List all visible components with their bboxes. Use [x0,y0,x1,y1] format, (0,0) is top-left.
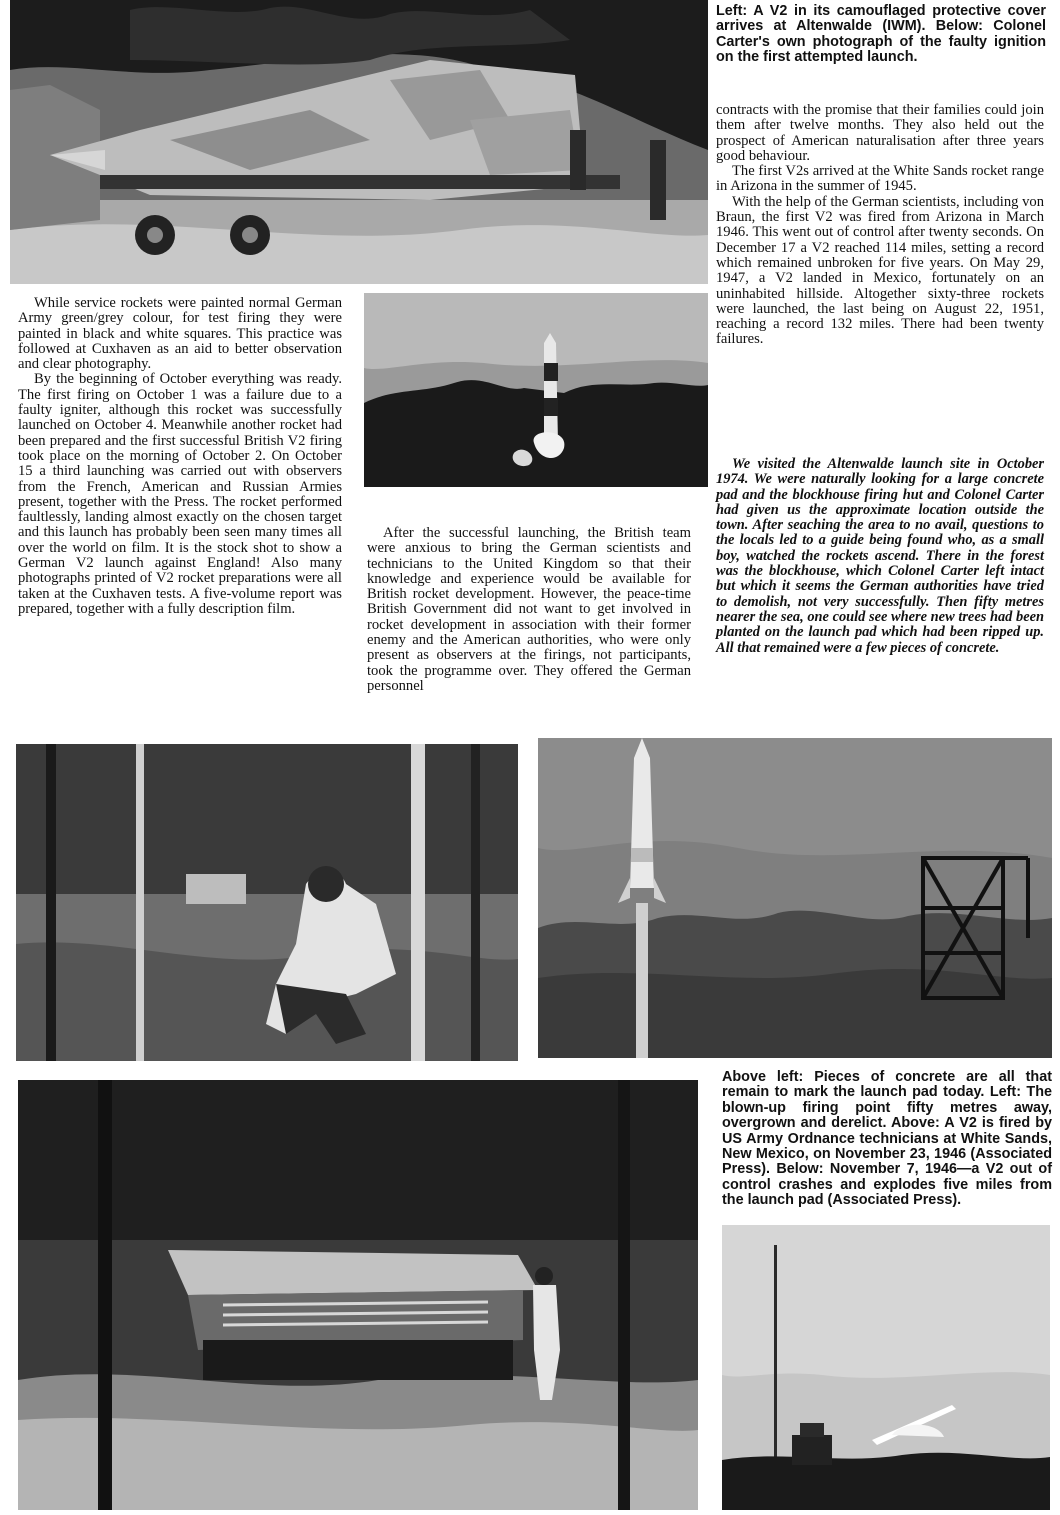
visit-account-italic: We visited the Altenwalde launch site in October 1974. We were naturally looking for a large concrete pad and the blockhouse firing hut and Colonel Carter had given us the approximate location outside the town. After seaching the area to no avail, questions to the locals led to a guide being found who, as a small boy, watched the rockets ascend. There in the forest was the blockhouse, which Colonel Carter left intact but which it seems the German authorities have tried to demolish, not very successfully. Then fifty metres nearer the sea, one could see where new trees had been planted on the launch pad which had been ripped up. All that remained were a few pieces of concrete. [716,456,1044,656]
article-column-middle [367,526,691,694]
photo-faulty-ignition [364,293,708,487]
photo-blockhouse-firing-point [18,1080,698,1510]
photo-v2-camouflaged-trailer [10,0,708,284]
photo-v2-crash-explosion [722,1225,1050,1510]
paragraph: While service rockets were painted normal German Army green/grey colour, for test firing they were painted in black and white squares. This practice was followed at Cuxhaven as an aid to better observation and clear photography. [18,295,342,373]
caption-bottom-right: Above left: Pieces of concrete are all that remain to mark the launch pad today. Left: The blown-up firing point fifty metres away, overgrown and derelict. Above: A V2 is fired by US Army Ordnance technicians at White Sands, New Mexico, on November 23, 1946 (Associated Press). Below: November 7, 1946—a V2 out of control crashes and explodes five miles from the launch pad (Associated Press). [722,1069,1052,1209]
article-column-right [716,103,1044,348]
paragraph: With the help of the German scientists, including von Braun, the first V2 was fired from Arizona in March 1946. This went out of control after twenty seconds. On December 17 a V2 reached 114 miles, setting a record which remained unbroken for five years. On May 29, 1947, a V2 landed in Mexico, fortunately on an uninhabited hillside. Altogether sixty-three rockets were launched, the last being on August 22, 1951, reaching a record 132 miles. There had been twenty failures. [716,193,1044,348]
paragraph: After the successful launching, the British team were anxious to bring the German scientists and technicians to the United Kingdom so that their knowledge and experience would be available for British rocket development. However, the peace-time British Government did not want to get involved in rocket development in association with their former enemy and the American authorities, who were only present as observers at the firings, not participants, took the programme over. They offered the German personnel [367,525,691,694]
photo-concrete-pieces-forest [16,744,518,1061]
paragraph: contracts with the promise that their families could join them after twelve months. They also held out the prospect of American naturalisation after three years good behaviour. [716,102,1044,164]
paragraph: By the beginning of October everything was ready. The first firing on October 1 was a failure due to a faulty igniter, although this rocket was successfully launched on October 4. Meanwhile another rocket had been prepared and the first successful British V2 firing took place on the morning of October 2. On October 15 a third launching was carried out with observers from the French, American and Russian Armies present, together with the Press. The rocket performed faultlessly, landing almost exactly on the chosen target and this launch has probably been seen many times all over the world on film. It is the stock shot to show a German V2 launch against England! Also many photographs printed of V2 rocket preparations were all taken at the Cuxhaven tests. A five-volume report was prepared, together with a fully description film. [18,371,342,617]
paragraph: The first V2s arrived at the White Sands rocket range in Arizona in the summer of 1945. [716,163,1044,195]
caption-top-right: Left: A V2 in its camouflaged protective cover arrives at Altenwalde (IWM). Below: Colonel Carter's own photograph of the faulty ignition on the first attempted launch. [716,3,1046,66]
photo-v2-white-sands-launch [538,738,1052,1058]
article-column-left [18,296,342,617]
